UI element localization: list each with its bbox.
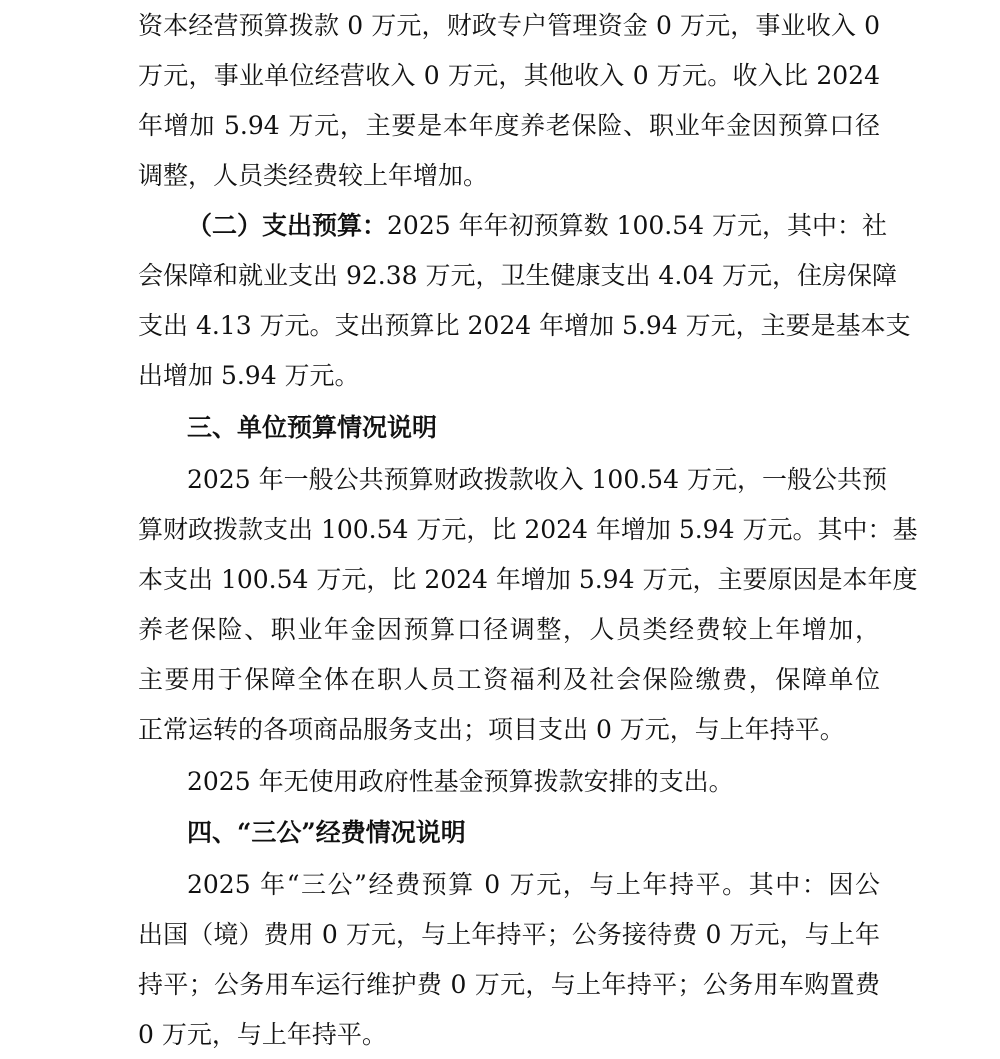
expense-line-1 — [187, 206, 887, 246]
expense-line-1-text: 2025 年年初预算数 100.54 万元，其中：社 — [387, 211, 887, 240]
section-three-line-5: 主要用于保障全体在职人员工资福利及社会保险缴费，保障单位 — [138, 665, 880, 694]
section-three-line-4: 养老保险、职业年金因预算口径调整，人员类经费较上年增加， — [138, 615, 880, 644]
section-four-line-4: 0 万元，与上年持平。 — [138, 1020, 387, 1049]
expense-line-3: 支出 4.13 万元。支出预算比 2024 年增加 5.94 万元，主要是基本支 — [138, 311, 911, 340]
expense-line-2: 会保障和就业支出 92.38 万元，卫生健康支出 4.04 万元，住房保障 — [138, 261, 898, 290]
income-line-3: 年增加 5.94 万元，主要是本年度养老保险、职业年金因预算口径 — [138, 111, 880, 140]
section-three-line-1: 2025 年一般公共预算财政拨款收入 100.54 万元，一般公共预 — [187, 465, 887, 494]
section-four-heading: 四、“三公”经费情况说明 — [187, 818, 466, 847]
section-three-line-3: 本支出 100.54 万元，比 2024 年增加 5.94 万元，主要原因是本年度 — [138, 565, 918, 594]
section-three-para-2: 2025 年无使用政府性基金预算拨款安排的支出。 — [187, 767, 734, 796]
expense-line-4: 出增加 5.94 万元。 — [138, 361, 360, 390]
section-three-line-6: 正常运转的各项商品服务支出；项目支出 0 万元，与上年持平。 — [138, 715, 845, 744]
section-three-heading: 三、单位预算情况说明 — [187, 413, 438, 442]
expense-label: （二）支出预算： — [187, 211, 388, 240]
income-line-4: 调整，人员类经费较上年增加。 — [138, 161, 489, 190]
income-line-2: 万元，事业单位经营收入 0 万元，其他收入 0 万元。收入比 2024 — [138, 61, 880, 90]
section-four-line-1: 2025 年“三公”经费预算 0 万元，与上年持平。其中：因公 — [187, 870, 880, 899]
income-line-1: 资本经营预算拨款 0 万元，财政专户管理资金 0 万元，事业收入 0 — [138, 11, 880, 40]
section-four-line-3: 持平；公务用车运行维护费 0 万元，与上年持平；公务用车购置费 — [138, 970, 880, 999]
section-four-line-2: 出国（境）费用 0 万元，与上年持平；公务接待费 0 万元，与上年 — [138, 920, 880, 949]
section-three-line-2: 算财政拨款支出 100.54 万元，比 2024 年增加 5.94 万元。其中：基 — [138, 515, 918, 544]
